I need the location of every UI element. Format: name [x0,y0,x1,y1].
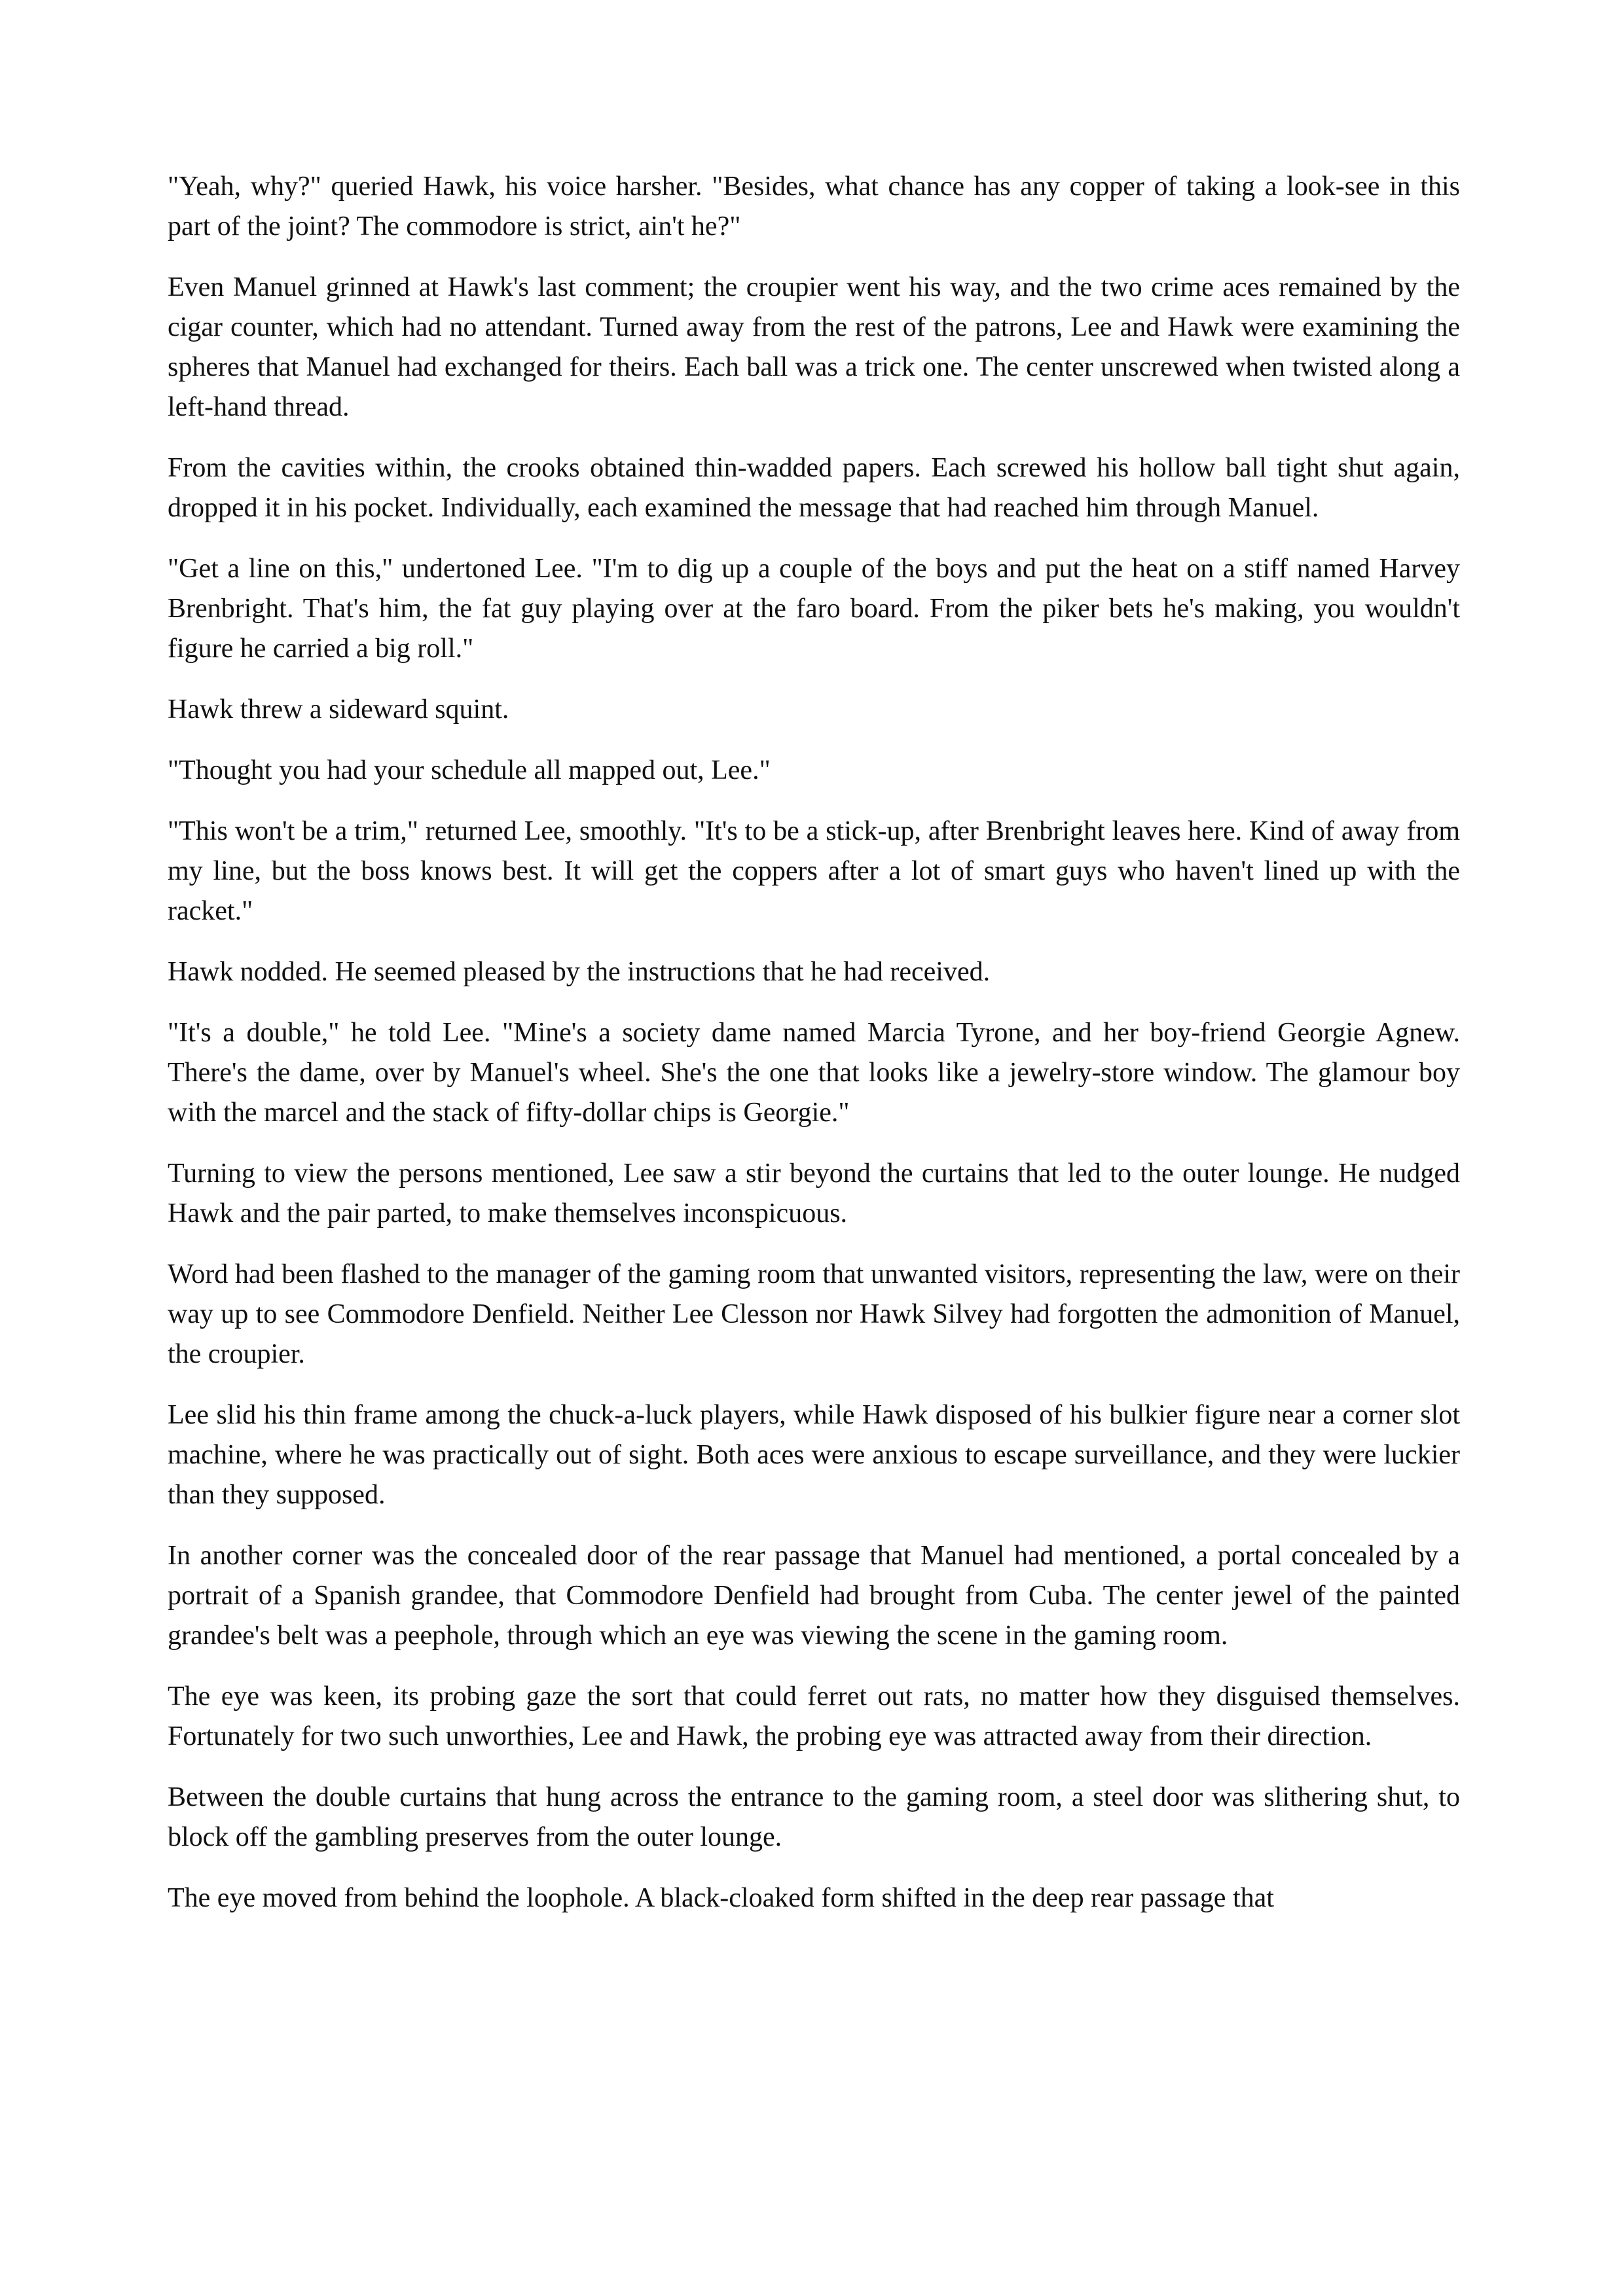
paragraph: The eye was keen, its probing gaze the sort that could ferret out rats, no matter how they disguised themselves. Fortunately for two such unworthies, Lee and Hawk, the probing eye was attracted away from their direction. [168,1681,1460,1751]
paragraph: "Get a line on this," undertoned Lee. "I'm to dig up a couple of the boys and put the heat on a stiff named Harvey Brenbright. That's him, the fat guy playing over at the faro board. From the piker bets he's making, you wouldn't figure he carried a big roll." [168,554,1460,664]
paragraph: Turning to view the persons mentioned, Lee saw a stir beyond the curtains that led to the outer lounge. He nudged Hawk and the pair parted, to make themselves inconspicuous. [168,1158,1460,1229]
paragraph: Even Manuel grinned at Hawk's last comment; the croupier went his way, and the two crime aces remained by the cigar counter, which had no attendant. Turned away from the rest of the patrons, Lee and Hawk were examining the spheres that Manuel had exchanged for theirs. Each ball was a trick one. The center unscrewed when twisted along a left-hand thread. [168,272,1460,422]
paragraph: The eye moved from behind the loophole. A black-cloaked form shifted in the deep rear passage that [168,1883,1274,1913]
paragraph: Hawk nodded. He seemed pleased by the instructions that he had received. [168,957,991,987]
paragraph: Word had been flashed to the manager of the gaming room that unwanted visitors, representing the law, were on their way up to see Commodore Denfield. Neither Lee Clesson nor Hawk Silvey had forgotten the admonition of Manuel, the croupier. [168,1259,1460,1369]
paragraph: "This won't be a trim," returned Lee, smoothly. "It's to be a stick-up, after Brenbright leaves here. Kind of away from my line, but the boss knows best. It will get the coppers after a lot of smart guys who haven't lined up with the racket." [168,816,1460,926]
paragraph: From the cavities within, the crooks obtained thin-wadded papers. Each screwed his hollow ball tight shut again, dropped it in his pocket. Individually, each examined the message that had reached him through Manuel. [168,453,1460,523]
paragraph: Between the double curtains that hung across the entrance to the gaming room, a steel door was slithering shut, to block off the gambling preserves from the outer lounge. [168,1782,1460,1852]
document-page [168,167,1460,1939]
paragraph: Lee slid his thin frame among the chuck-a-luck players, while Hawk disposed of his bulkier figure near a corner slot machine, where he was practically out of sight. Both aces were anxious to escape surveillance, and they were luckier than they supposed. [168,1400,1460,1510]
paragraph: "It's a double," he told Lee. "Mine's a society dame named Marcia Tyrone, and her boy-friend Georgie Agnew. There's the dame, over by Manuel's wheel. She's the one that looks like a jewelry-store window. The glamour boy with the marcel and the stack of fifty-dollar chips is Georgie." [168,1018,1460,1128]
paragraph: Hawk threw a sideward squint. [168,694,509,725]
paragraph: "Thought you had your schedule all mapped out, Lee." [168,755,771,785]
paragraph: In another corner was the concealed door of the rear passage that Manuel had mentioned, a portal concealed by a portrait of a Spanish grandee, that Commodore Denfield had brought from Cuba. The center jewel of the painted grandee's belt was a peephole, through which an eye was viewing the scene in the gaming room. [168,1541,1460,1651]
paragraph: "Yeah, why?" queried Hawk, his voice harsher. "Besides, what chance has any copper of taking a look-see in this part of the joint? The commodore is strict, ain't he?" [168,171,1460,242]
